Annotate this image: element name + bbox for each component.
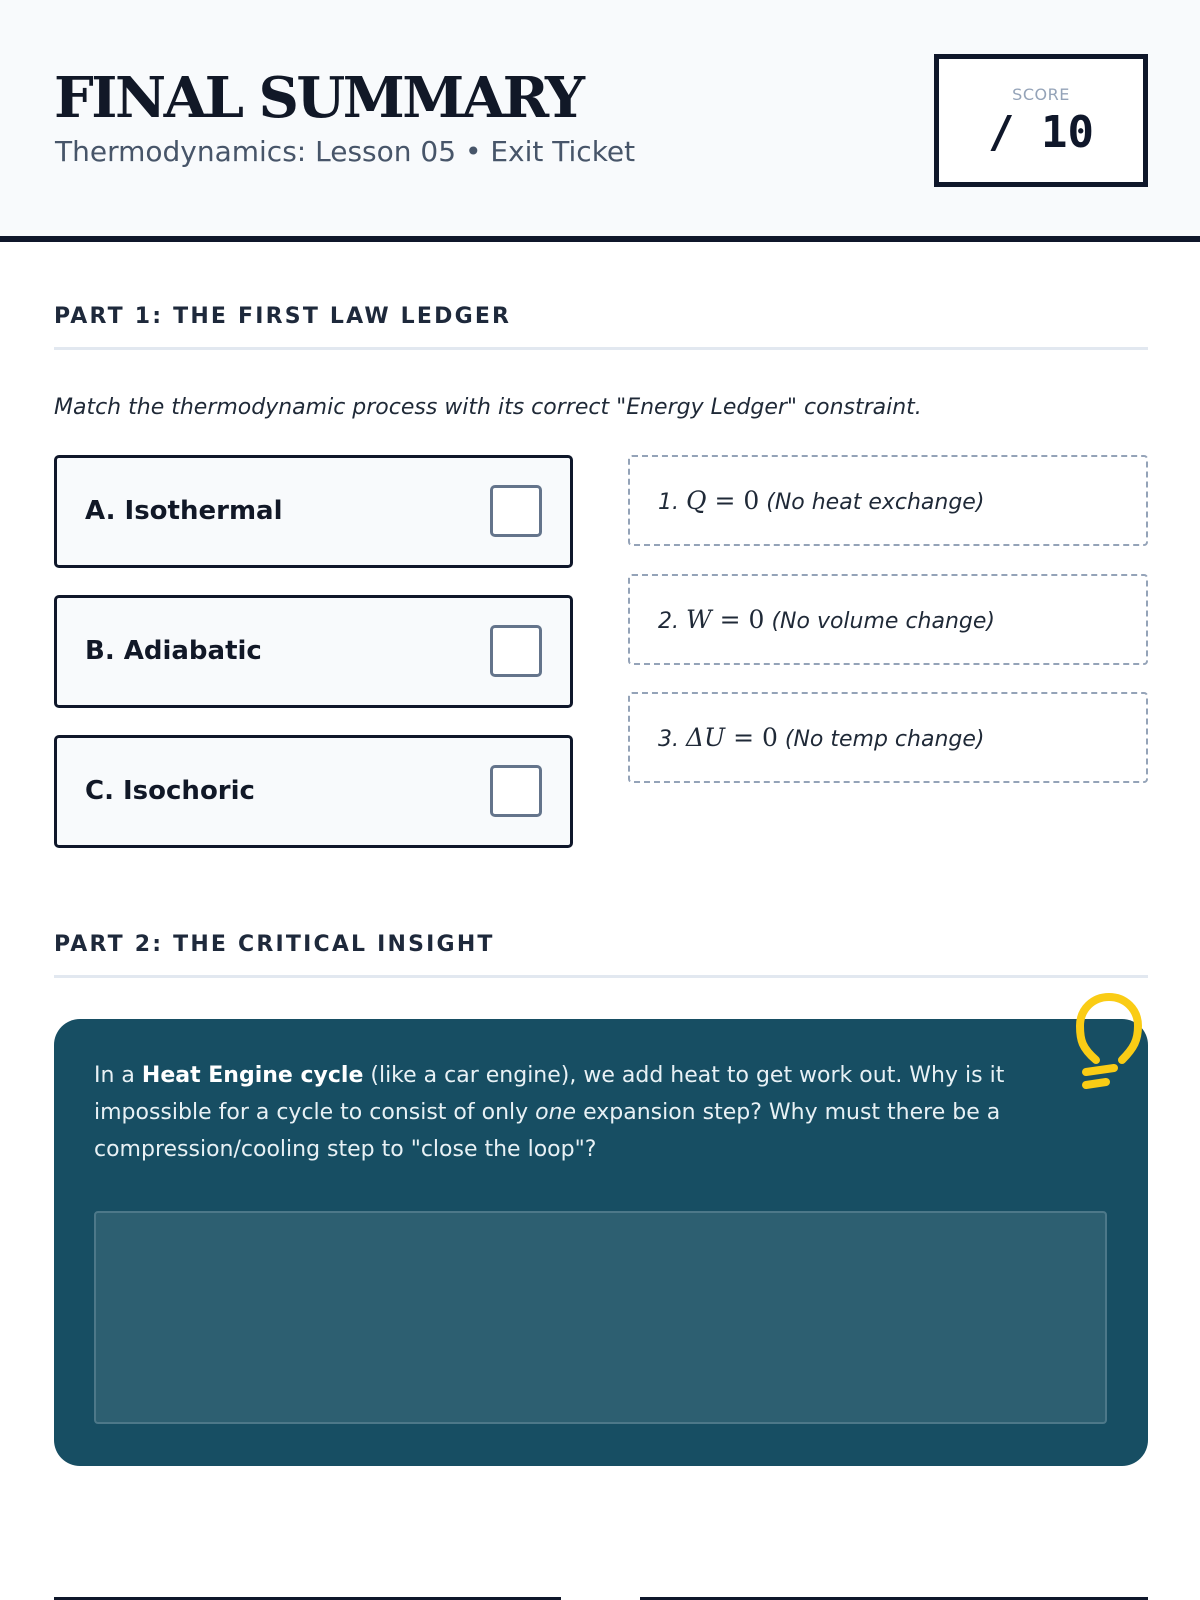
- question-emphasis: Heat Engine cycle: [141, 1063, 364, 1088]
- constraint-card-3: [628, 692, 1148, 783]
- constraint-equation: [686, 723, 778, 752]
- constraint-equals: = 0: [725, 723, 778, 752]
- part2-divider: [54, 975, 1148, 978]
- constraint-number: 2.: [658, 609, 679, 634]
- process-c-checkbox[interactable]: [490, 765, 542, 817]
- insight-question: [94, 1057, 1104, 1168]
- process-label: B. Adiabatic: [85, 636, 262, 666]
- constraint-number: 1.: [658, 490, 679, 515]
- constraint-equals: = 0: [706, 486, 760, 515]
- part1-heading: PART 1: THE FIRST LAW LEDGER: [54, 304, 512, 329]
- constraint-variable: Q: [686, 486, 707, 515]
- constraint-variable: W: [686, 605, 712, 634]
- constraint-card-2: [628, 574, 1148, 665]
- constraint-variable: ΔU: [686, 723, 726, 752]
- constraint-note: (No temp change): [784, 727, 985, 752]
- question-text: expansion step? Why must there be a compression/cooling step to "close the loop"?: [94, 1100, 1001, 1162]
- insight-card: [54, 1019, 1148, 1466]
- question-italic: one: [535, 1100, 577, 1125]
- header: [0, 0, 1200, 242]
- score-value: / 10: [988, 107, 1094, 158]
- question-text: (like a car engine), we add heat to get work out. Why is it impossible for a cycle to consist of only: [94, 1063, 1005, 1125]
- score-box: [934, 54, 1148, 187]
- constraint-text: [658, 694, 984, 783]
- lightbulb-icon: [1074, 992, 1144, 1096]
- constraint-equation: [686, 486, 759, 515]
- constraint-note: (No volume change): [771, 609, 995, 634]
- process-option-b: [54, 595, 573, 708]
- process-label: C. Isochoric: [85, 776, 255, 806]
- answer-textarea[interactable]: [94, 1211, 1107, 1424]
- constraint-note: (No heat exchange): [766, 490, 985, 515]
- constraint-equals: = 0: [711, 605, 765, 634]
- constraint-number: 3.: [658, 727, 679, 752]
- part1-divider: [54, 347, 1148, 350]
- constraint-equation: [686, 605, 764, 634]
- process-option-c: [54, 735, 573, 848]
- process-label: A. Isothermal: [85, 496, 283, 526]
- process-option-a: [54, 455, 573, 568]
- constraint-card-1: [628, 455, 1148, 546]
- constraint-text: [658, 457, 984, 546]
- page-subtitle: Thermodynamics: Lesson 05 • Exit Ticket: [55, 135, 636, 168]
- part1-instructions: Match the thermodynamic process with its correct "Energy Ledger" constraint.: [54, 395, 922, 420]
- part2-heading: PART 2: THE CRITICAL INSIGHT: [54, 932, 495, 957]
- page-title: FINAL SUMMARY: [54, 65, 583, 131]
- process-a-checkbox[interactable]: [490, 485, 542, 537]
- constraint-text: [658, 576, 995, 665]
- score-label: SCORE: [1012, 85, 1070, 104]
- process-b-checkbox[interactable]: [490, 625, 542, 677]
- question-text: In a: [94, 1063, 142, 1088]
